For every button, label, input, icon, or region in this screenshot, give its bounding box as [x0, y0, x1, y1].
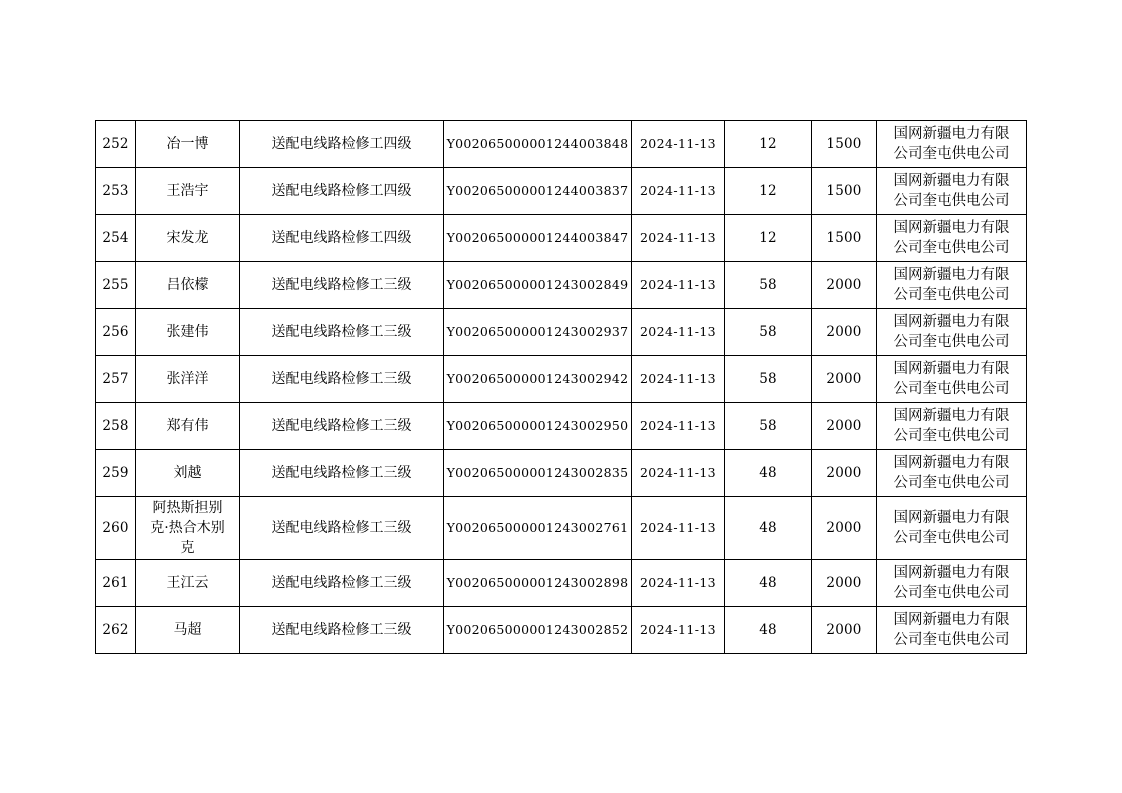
table-row	[96, 215, 1027, 262]
table-row	[96, 403, 1027, 450]
issue-date: 2024-11-13	[632, 121, 725, 168]
hours-value: 48	[725, 607, 812, 654]
certificate-number: Y002065000001243002761	[444, 497, 632, 560]
hours-value: 48	[725, 560, 812, 607]
row-number: 254	[96, 215, 136, 262]
hours-value: 48	[725, 497, 812, 560]
organization-line-2: 公司奎屯供电公司	[893, 146, 1010, 162]
organization-line-2: 公司奎屯供电公司	[893, 334, 1010, 350]
skill-grade: 送配电线路检修工三级	[240, 403, 444, 450]
hours-value: 58	[725, 262, 812, 309]
row-number: 258	[96, 403, 136, 450]
organization	[877, 215, 1027, 262]
organization-line-2: 公司奎屯供电公司	[893, 193, 1010, 209]
hours-value: 58	[725, 356, 812, 403]
amount-value: 2000	[812, 560, 877, 607]
organization	[877, 450, 1027, 497]
table-row	[96, 497, 1027, 560]
table-row	[96, 356, 1027, 403]
row-number: 260	[96, 497, 136, 560]
row-number: 255	[96, 262, 136, 309]
row-number: 256	[96, 309, 136, 356]
organization-line-1: 国网新疆电力有限	[893, 173, 1010, 189]
certificate-number: Y002065000001243002937	[444, 309, 632, 356]
person-name: 宋发龙	[136, 215, 240, 262]
skill-grade: 送配电线路检修工三级	[240, 356, 444, 403]
person-name: 马超	[136, 607, 240, 654]
organization	[877, 121, 1027, 168]
table-row	[96, 121, 1027, 168]
person-name: 王江云	[136, 560, 240, 607]
organization-line-1: 国网新疆电力有限	[893, 126, 1010, 142]
skill-grade: 送配电线路检修工三级	[240, 560, 444, 607]
organization-line-1: 国网新疆电力有限	[893, 361, 1010, 377]
person-name: 郑有伟	[136, 403, 240, 450]
skill-grade: 送配电线路检修工三级	[240, 262, 444, 309]
amount-value: 2000	[812, 497, 877, 560]
amount-value: 2000	[812, 450, 877, 497]
amount-value: 2000	[812, 356, 877, 403]
organization-line-1: 国网新疆电力有限	[893, 612, 1010, 628]
hours-value: 12	[725, 121, 812, 168]
certificate-number: Y002065000001243002852	[444, 607, 632, 654]
row-number: 257	[96, 356, 136, 403]
amount-value: 2000	[812, 309, 877, 356]
row-number: 259	[96, 450, 136, 497]
table-row	[96, 262, 1027, 309]
organization-line-1: 国网新疆电力有限	[893, 220, 1010, 236]
row-number: 252	[96, 121, 136, 168]
person-name: 张洋洋	[136, 356, 240, 403]
issue-date: 2024-11-13	[632, 215, 725, 262]
certificate-number: Y002065000001243002898	[444, 560, 632, 607]
organization-line-2: 公司奎屯供电公司	[893, 632, 1010, 648]
certificate-number: Y002065000001244003837	[444, 168, 632, 215]
issue-date: 2024-11-13	[632, 497, 725, 560]
skill-grade: 送配电线路检修工四级	[240, 215, 444, 262]
person-name: 刘越	[136, 450, 240, 497]
issue-date: 2024-11-13	[632, 309, 725, 356]
organization-line-1: 国网新疆电力有限	[893, 455, 1010, 471]
skill-grade: 送配电线路检修工三级	[240, 607, 444, 654]
row-number: 253	[96, 168, 136, 215]
skill-grade: 送配电线路检修工四级	[240, 168, 444, 215]
person-name: 冶一博	[136, 121, 240, 168]
amount-value: 1500	[812, 168, 877, 215]
amount-value: 2000	[812, 403, 877, 450]
organization	[877, 356, 1027, 403]
organization-line-2: 公司奎屯供电公司	[893, 240, 1010, 256]
certificate-table	[95, 120, 1027, 654]
issue-date: 2024-11-13	[632, 168, 725, 215]
hours-value: 12	[725, 168, 812, 215]
certificate-number: Y00206500000124400384​8	[444, 121, 632, 168]
table-row	[96, 168, 1027, 215]
person-name-line-3: 克	[180, 540, 195, 556]
organization-line-2: 公司奎屯供电公司	[893, 381, 1010, 397]
skill-grade: 送配电线路检修工三级	[240, 309, 444, 356]
certificate-number: Y002065000001243002950	[444, 403, 632, 450]
person-name	[136, 497, 240, 560]
amount-value: 2000	[812, 607, 877, 654]
certificate-number: Y002065000001243002849	[444, 262, 632, 309]
organization-line-1: 国网新疆电力有限	[893, 510, 1010, 526]
table-row	[96, 450, 1027, 497]
amount-value: 2000	[812, 262, 877, 309]
hours-value: 58	[725, 403, 812, 450]
person-name: 王浩宇	[136, 168, 240, 215]
table-row	[96, 560, 1027, 607]
hours-value: 12	[725, 215, 812, 262]
row-number: 261	[96, 560, 136, 607]
organization-line-1: 国网新疆电力有限	[893, 565, 1010, 581]
organization	[877, 403, 1027, 450]
table-row	[96, 309, 1027, 356]
organization-line-2: 公司奎屯供电公司	[893, 530, 1010, 546]
organization-line-1: 国网新疆电力有限	[893, 408, 1010, 424]
issue-date: 2024-11-13	[632, 262, 725, 309]
hours-value: 48	[725, 450, 812, 497]
person-name: 吕依檬	[136, 262, 240, 309]
person-name-line-2: 克·热合木别	[150, 520, 225, 536]
organization-line-1: 国网新疆电力有限	[893, 314, 1010, 330]
certificate-number: Y002065000001243002942	[444, 356, 632, 403]
certificate-number: Y002065000001243002835	[444, 450, 632, 497]
issue-date: 2024-11-13	[632, 560, 725, 607]
organization	[877, 497, 1027, 560]
organization-line-2: 公司奎屯供电公司	[893, 585, 1010, 601]
amount-value: 1500	[812, 215, 877, 262]
certificate-number: Y002065000001244003847	[444, 215, 632, 262]
person-name: 张建伟	[136, 309, 240, 356]
issue-date: 2024-11-13	[632, 450, 725, 497]
issue-date: 2024-11-13	[632, 356, 725, 403]
organization-line-2: 公司奎屯供电公司	[893, 287, 1010, 303]
hours-value: 58	[725, 309, 812, 356]
row-number: 262	[96, 607, 136, 654]
issue-date: 2024-11-13	[632, 403, 725, 450]
organization	[877, 560, 1027, 607]
organization	[877, 607, 1027, 654]
skill-grade: 送配电线路检修工四级	[240, 121, 444, 168]
organization	[877, 168, 1027, 215]
amount-value: 1500	[812, 121, 877, 168]
issue-date: 2024-11-13	[632, 607, 725, 654]
organization-line-2: 公司奎屯供电公司	[893, 475, 1010, 491]
person-name-line-1: 阿热斯担别	[152, 500, 223, 516]
skill-grade: 送配电线路检修工三级	[240, 450, 444, 497]
organization	[877, 262, 1027, 309]
organization-line-2: 公司奎屯供电公司	[893, 428, 1010, 444]
table-row	[96, 607, 1027, 654]
skill-grade: 送配电线路检修工三级	[240, 497, 444, 560]
organization-line-1: 国网新疆电力有限	[893, 267, 1010, 283]
organization	[877, 309, 1027, 356]
